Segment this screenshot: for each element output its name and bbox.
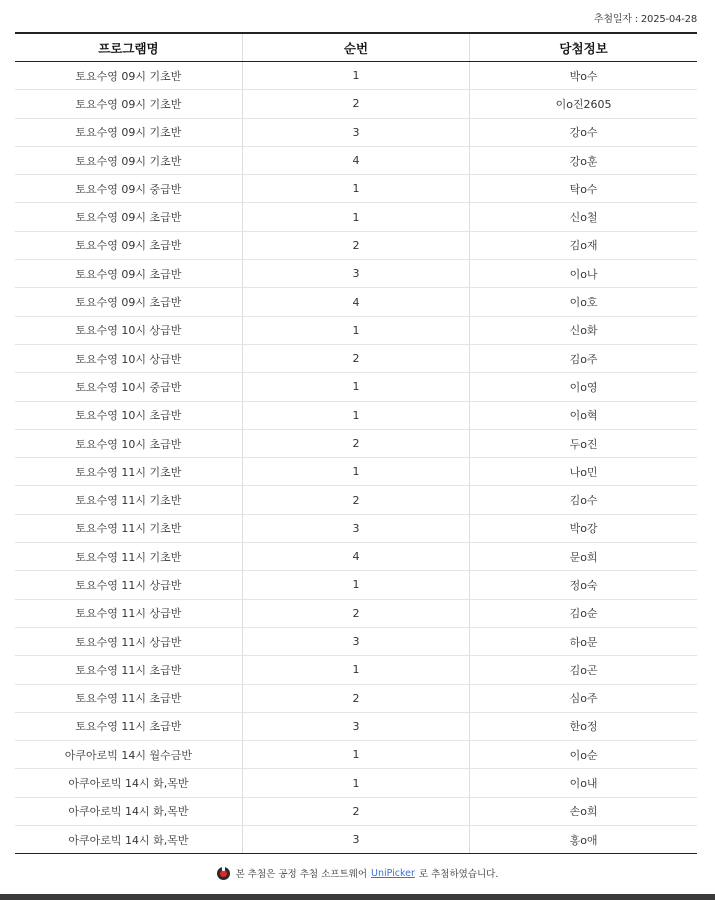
cell-order: 1: [242, 316, 469, 344]
cell-program: 토요수영 11시 상급반: [15, 571, 242, 599]
cell-winner: 신o화: [470, 316, 697, 344]
table-row: [15, 599, 697, 627]
cell-winner: 이o영: [470, 373, 697, 401]
cell-winner: 손o희: [470, 797, 697, 825]
cell-program: 토요수영 11시 기초반: [15, 514, 242, 542]
cell-winner: 강o훈: [470, 146, 697, 174]
table-row: [15, 712, 697, 740]
cell-order: 1: [242, 373, 469, 401]
cell-order: 2: [242, 797, 469, 825]
cell-order: 2: [242, 90, 469, 118]
cell-winner: 하o문: [470, 627, 697, 655]
footer-note: [0, 866, 715, 880]
cell-winner: 김o순: [470, 599, 697, 627]
cell-winner: 문o희: [470, 543, 697, 571]
cell-order: 1: [242, 401, 469, 429]
cell-winner: 이o진2605: [470, 90, 697, 118]
table-row: [15, 62, 697, 90]
cell-program: 토요수영 11시 초급반: [15, 656, 242, 684]
cell-program: 토요수영 09시 기초반: [15, 118, 242, 146]
cell-program: 토요수영 11시 기초반: [15, 543, 242, 571]
table-row: [15, 118, 697, 146]
cell-order: 4: [242, 146, 469, 174]
cell-program: 토요수영 11시 초급반: [15, 712, 242, 740]
cell-winner: 이o내: [470, 769, 697, 797]
table-row: [15, 684, 697, 712]
table-row: [15, 797, 697, 825]
cell-order: 2: [242, 684, 469, 712]
cell-winner: 홍o애: [470, 826, 697, 854]
table-row: [15, 90, 697, 118]
cell-program: 토요수영 11시 상급반: [15, 627, 242, 655]
footer-text-after: 로 추첨하였습니다.: [418, 869, 499, 880]
unipicker-logo-icon: [217, 867, 230, 880]
cell-program: 토요수영 10시 상급반: [15, 344, 242, 372]
cell-order: 3: [242, 118, 469, 146]
table-header: [15, 33, 697, 62]
column-header-winner: 당첨정보: [470, 33, 697, 62]
table-row: [15, 458, 697, 486]
cell-program: 토요수영 10시 중급반: [15, 373, 242, 401]
table-row: [15, 373, 697, 401]
draw-results-table: [15, 32, 697, 854]
table-row: [15, 203, 697, 231]
table-row: [15, 316, 697, 344]
table-row: [15, 344, 697, 372]
cell-program: 토요수영 11시 기초반: [15, 458, 242, 486]
cell-order: 1: [242, 571, 469, 599]
draw-date: 추첨일자 : 2025-04-28: [593, 14, 697, 25]
cell-winner: 신o철: [470, 203, 697, 231]
cell-order: 2: [242, 344, 469, 372]
table-row: [15, 826, 697, 854]
cell-program: 토요수영 11시 기초반: [15, 486, 242, 514]
cell-order: 3: [242, 712, 469, 740]
cell-winner: 이o호: [470, 288, 697, 316]
cell-program: 토요수영 10시 초급반: [15, 401, 242, 429]
table-row: [15, 514, 697, 542]
table-row: [15, 571, 697, 599]
cell-program: 토요수영 10시 상급반: [15, 316, 242, 344]
cell-winner: 정o숙: [470, 571, 697, 599]
cell-winner: 탁o수: [470, 175, 697, 203]
table-body: [15, 62, 697, 854]
cell-order: 1: [242, 458, 469, 486]
cell-program: 토요수영 09시 초급반: [15, 231, 242, 259]
cell-program: 아쿠아로빅 14시 화,목반: [15, 769, 242, 797]
table-row: [15, 769, 697, 797]
cell-order: 2: [242, 599, 469, 627]
cell-program: 토요수영 09시 초급반: [15, 203, 242, 231]
cell-program: 토요수영 09시 초급반: [15, 288, 242, 316]
cell-winner: 강o수: [470, 118, 697, 146]
cell-program: 토요수영 09시 중급반: [15, 175, 242, 203]
cell-order: 3: [242, 826, 469, 854]
table-row: [15, 656, 697, 684]
table-row: [15, 429, 697, 457]
cell-winner: 나o민: [470, 458, 697, 486]
bottom-bar: [0, 894, 715, 900]
table-row: [15, 175, 697, 203]
cell-program: 아쿠아로빅 14시 화,목반: [15, 826, 242, 854]
unipicker-link[interactable]: UniPicker: [371, 867, 415, 879]
cell-winner: 박o수: [470, 62, 697, 90]
table-row: [15, 486, 697, 514]
cell-program: 토요수영 09시 기초반: [15, 62, 242, 90]
table-row: [15, 260, 697, 288]
cell-order: 1: [242, 203, 469, 231]
cell-winner: 박o강: [470, 514, 697, 542]
table-row: [15, 401, 697, 429]
table-row: [15, 627, 697, 655]
cell-program: 토요수영 11시 상급반: [15, 599, 242, 627]
table-row: [15, 288, 697, 316]
cell-winner: 심o주: [470, 684, 697, 712]
cell-program: 아쿠아로빅 14시 월수금반: [15, 741, 242, 769]
cell-program: 토요수영 09시 기초반: [15, 146, 242, 174]
cell-winner: 김o곤: [470, 656, 697, 684]
cell-program: 토요수영 09시 초급반: [15, 260, 242, 288]
cell-order: 4: [242, 288, 469, 316]
cell-program: 토요수영 09시 기초반: [15, 90, 242, 118]
footer-text-before: 본 추첨은 공정 추첨 소프트웨어: [235, 869, 367, 880]
cell-order: 2: [242, 486, 469, 514]
cell-order: 3: [242, 260, 469, 288]
cell-order: 1: [242, 656, 469, 684]
cell-program: 토요수영 11시 초급반: [15, 684, 242, 712]
cell-winner: 이o나: [470, 260, 697, 288]
table-row: [15, 543, 697, 571]
cell-order: 2: [242, 231, 469, 259]
cell-order: 1: [242, 769, 469, 797]
column-header-order: 순번: [242, 33, 469, 62]
cell-order: 4: [242, 543, 469, 571]
cell-winner: 김o수: [470, 486, 697, 514]
cell-order: 2: [242, 429, 469, 457]
cell-order: 1: [242, 175, 469, 203]
cell-winner: 이o순: [470, 741, 697, 769]
cell-program: 아쿠아로빅 14시 화,목반: [15, 797, 242, 825]
table-row: [15, 741, 697, 769]
cell-winner: 한o정: [470, 712, 697, 740]
cell-order: 3: [242, 514, 469, 542]
cell-winner: 이o혁: [470, 401, 697, 429]
cell-order: 1: [242, 741, 469, 769]
cell-winner: 김o주: [470, 344, 697, 372]
table-row: [15, 231, 697, 259]
cell-program: 토요수영 10시 초급반: [15, 429, 242, 457]
table-row: [15, 146, 697, 174]
cell-order: 1: [242, 62, 469, 90]
cell-order: 3: [242, 627, 469, 655]
cell-winner: 두o진: [470, 429, 697, 457]
column-header-program: 프로그램명: [15, 33, 242, 62]
cell-winner: 김o재: [470, 231, 697, 259]
